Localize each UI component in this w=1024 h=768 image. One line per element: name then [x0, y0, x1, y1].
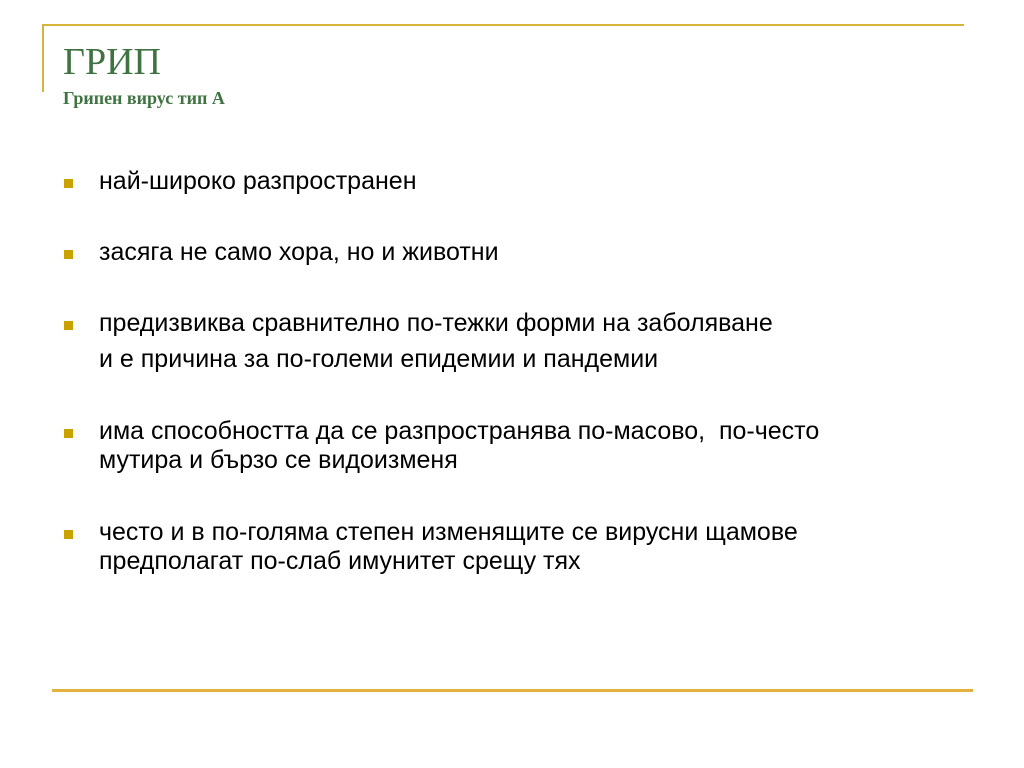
top-accent-line: [42, 24, 964, 26]
bullet-text: най-широко разпространен: [99, 167, 417, 195]
bullet-text: предизвиква сравнително по-тежки форми на заболяване: [99, 309, 773, 337]
bullet-square-icon: [64, 250, 73, 259]
bullet-square-icon: [64, 429, 73, 438]
bullet-continuation-text: предполагат по-слаб имунитет срещу тях: [99, 547, 581, 575]
bullet-text: често и в по-голяма степен изменящите се вирусни щамове: [99, 518, 798, 546]
bullet-square-icon: [64, 321, 73, 330]
slide-subtitle: Грипен вирус тип А: [63, 88, 225, 108]
bullet-continuation-text: мутира и бързо се видоизменя: [99, 446, 458, 474]
bullet-text: има способността да се разпространява по-масово, по-често: [99, 417, 820, 445]
slide-title: ГРИП: [63, 41, 161, 83]
bullet-square-icon: [64, 530, 73, 539]
bullet-text: засяга не само хора, но и животни: [99, 238, 499, 266]
bottom-accent-line: [52, 689, 973, 692]
bullet-continuation-text: и е причина за по-големи епидемии и пандемии: [99, 345, 659, 373]
bullet-square-icon: [64, 179, 73, 188]
left-accent-line: [42, 24, 44, 92]
